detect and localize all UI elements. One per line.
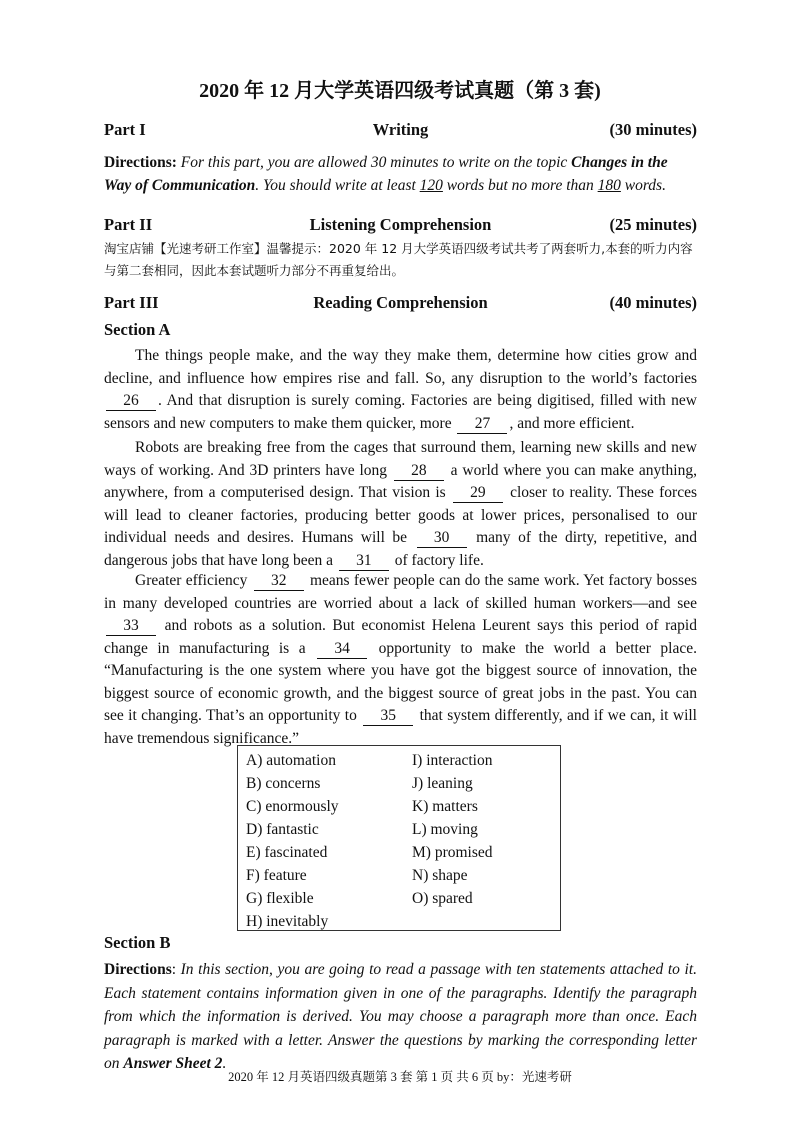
directions-text-b: . You should write at least [255, 177, 420, 194]
para3-text: Greater efficiency [135, 572, 252, 589]
para2-text: closer to reality. These forces will lead to cleaner factories, producing better goods at lower prices, personalised to our individual needs and desires. Humans will be [104, 484, 697, 546]
blank-26: 26 [106, 392, 156, 411]
part1-label: Part I [104, 120, 146, 139]
min-words: 120 [419, 177, 443, 194]
option-n: N) shape [412, 867, 468, 884]
para1-text: , and more efficient. [509, 414, 635, 432]
option-g: G) flexible [246, 890, 314, 907]
para2-text: Robots are breaking free from the cages that surround them, learning new skills and new ways of working. And 3D printers have long [104, 439, 697, 479]
blank-35: 35 [363, 707, 413, 726]
blank-30: 30 [417, 529, 467, 548]
option-k: K) matters [412, 798, 478, 815]
para3-text: that system differently, and if we can, it will have tremendous significance.” [104, 707, 697, 747]
listening-note: 淘宝店铺【光速考研工作室】温馨提示：2020 年 12 月大学英语四级考试共考了两套听力,本套的听力内容与第二套相同，因此本套试题听力部分不再重复给出。 [104, 241, 693, 278]
blank-27: 27 [457, 415, 507, 434]
directions-text-a: For this part, you are allowed 30 minutes to write on the topic [176, 154, 572, 171]
blank-33: 33 [106, 617, 156, 636]
word-bank-left-column [246, 749, 339, 933]
directions-end: . [222, 1055, 227, 1072]
word-bank [237, 745, 561, 931]
para2-text: many of the dirty, repetitive, and dangerous jobs that have long been a [104, 529, 697, 569]
section-b-directions-text: In this section, you are going to read a passage with ten statements attached to it. Each statement contains information given in one of the paragraphs. Identify the paragraph from which the information is derived. You may choose a paragraph more than once. Each paragraph is marked with a letter. Answer the questions by marking the corresponding letter on [104, 961, 697, 1072]
option-f: F) feature [246, 867, 307, 884]
para2-text: of factory life. [390, 551, 484, 569]
option-i: I) interaction [412, 752, 493, 769]
blank-29: 29 [453, 484, 503, 503]
part2-name: Listening Comprehension [309, 215, 492, 234]
passage-paragraph-1 [104, 345, 697, 435]
part1-directions [104, 151, 697, 197]
answer-sheet-ref: Answer Sheet 2 [123, 1055, 223, 1072]
option-o: O) spared [412, 890, 473, 907]
option-h: H) inevitably [246, 913, 329, 930]
max-words: 180 [597, 177, 621, 194]
passage-paragraph-3 [104, 570, 697, 750]
part3-time: (40 minutes) [609, 293, 697, 312]
part3-label: Part III [104, 293, 159, 312]
part3-name: Reading Comprehension [313, 293, 488, 312]
blank-31: 31 [339, 552, 389, 571]
directions-label: Directions [104, 961, 172, 978]
part1-header [104, 120, 697, 144]
word-bank-right-column [412, 749, 493, 910]
option-e: E) fascinated [246, 844, 328, 861]
part2-header [104, 215, 697, 239]
para2-text: a world where you can make anything, anywhere, from a computerised design. That vision is [104, 461, 697, 501]
blank-28: 28 [394, 462, 444, 481]
para1-text: The things people make, and the way they make them, determine how cities grow and decline, and influence how empires rise and fall. So, any disruption to the world’s factories [104, 347, 697, 387]
option-d: D) fantastic [246, 821, 319, 838]
para1-text: . And that disruption is surely coming. Factories are being digitised, filled with new sensors and new computers to make them quicker, more [104, 392, 697, 432]
part2-time: (25 minutes) [609, 215, 697, 234]
para3-text: and robots as a solution. But economist Helena Leurent says this period of rapid change in manufacturing is a [104, 617, 697, 657]
part2-label: Part II [104, 215, 153, 234]
option-b: B) concerns [246, 775, 321, 792]
section-a-heading: Section A [104, 320, 171, 339]
blank-32: 32 [254, 572, 304, 591]
option-l: L) moving [412, 821, 478, 838]
option-c: C) enormously [246, 798, 339, 815]
directions-colon: : [171, 961, 181, 978]
option-a: A) automation [246, 752, 336, 769]
para3-text: opportunity to make the world a better place. “Manufacturing is the one system where you have got the biggest source of innovation, the biggest source of economic growth, and the biggest source of great jobs in the past. You can see it changing. That’s an opportunity to [104, 639, 697, 724]
directions-text-d: words. [620, 177, 666, 194]
part3-header [104, 293, 697, 317]
writing-topic: Changes in the Way of Communication [104, 154, 668, 194]
directions-label: Directions: [104, 154, 177, 171]
option-j: J) leaning [412, 775, 473, 792]
page-title: 2020 年 12 月大学英语四级考试真题（第 3 套) [199, 80, 601, 102]
para3-text: means fewer people can do the same work. Yet factory bosses in many developed countries are worried about a lack of skilled human workers—and see [104, 572, 697, 612]
section-b-heading: Section B [104, 933, 171, 952]
part1-time: (30 minutes) [609, 120, 697, 139]
section-b-directions [104, 958, 697, 1076]
part1-name: Writing [372, 120, 429, 139]
option-m: M) promised [412, 844, 493, 861]
page-footer: 2020 年 12 月英语四级真题第 3 套 第 1 页 共 6 页 by：光速考研 [228, 1070, 572, 1084]
blank-34: 34 [317, 640, 367, 659]
passage-paragraph-2 [104, 437, 697, 572]
directions-text-c: words but no more than [442, 177, 598, 194]
